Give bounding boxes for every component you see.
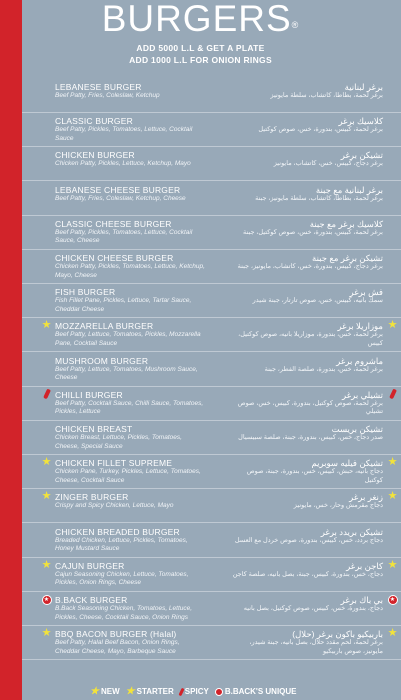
item-description-en: Crispy and Spicy Chicken, Lettuce, Mayo <box>55 502 174 510</box>
item-badge <box>41 594 52 605</box>
item-description-ar: برغر لحمة، بطاطا، كاتشاب، سلطة مايونيز <box>270 92 383 99</box>
chili-icon <box>389 389 397 400</box>
item-description-en: Beef Patty, Lettuce, Tomatoes, Pickles, Mozzarella Pane, Cocktail Sauce <box>55 331 201 347</box>
item-name-en: CHICKEN BREAST <box>55 424 133 434</box>
star-icon: ★ <box>41 490 52 503</box>
item-description-en: Beef Patty, Lettuce, Tomatoes, Mushroom Sauce, Cheese <box>55 365 198 382</box>
item-description-en: Beef Patty, Pickles, Tomatoes, Lettuce, Cocktail Sauce <box>55 126 193 142</box>
item-name-en: CHICKEN BREADED BURGER <box>55 526 180 537</box>
menu-item <box>22 591 401 626</box>
chili-icon <box>178 687 184 696</box>
menu-item <box>22 215 401 250</box>
legend-new: ★ NEW <box>90 686 120 697</box>
star-icon: ★ <box>125 686 135 697</box>
item-badge <box>387 628 398 639</box>
menu-item <box>22 557 401 592</box>
item-badge <box>41 457 52 468</box>
promo-line-plate: ADD 5000 L.L & GET A PLATE <box>136 43 265 53</box>
star-icon: ★ <box>387 319 398 332</box>
item-name-ar: تشيلي برغر <box>342 389 383 400</box>
item-name-ar: تشيكن بريدد برغر <box>320 526 383 537</box>
registered-mark: ® <box>291 20 300 30</box>
item-name-en: BBQ BACON BURGER (Halal) <box>55 629 177 640</box>
item-name-en: B.BACK BURGER <box>55 595 128 605</box>
menu-item <box>22 625 401 660</box>
item-description-ar: برغر لحمة، صوص كوكتيل، بندورة، كبيس، خس، صوص تشيلي <box>237 399 383 416</box>
item-name-ar: باربيكيو باكون برغر (حلال) <box>292 629 383 640</box>
item-description-en: Chicken Patty, Pickles, Tomatoes, Lettuce, Ketchup, Mayo, Cheese <box>55 263 205 279</box>
menu-item <box>22 283 401 318</box>
item-description-en: Beef Patty, Fries, Coleslaw, Ketchup <box>55 92 160 99</box>
bback-logo-icon: ★ <box>42 595 52 605</box>
star-icon: ★ <box>41 558 52 571</box>
item-description-ar: برغر لحمة، خس، بندورة، صلصة الفطر، جبنة <box>264 365 383 373</box>
item-description-ar: برغر لحمة، بطاطا، كاتشاب، سلطة مايونيز، جبنة <box>255 194 383 202</box>
item-name-ar: تشيكن فيليه سوبريم <box>311 458 383 469</box>
item-name-en: CLASSIC CHEESE BURGER <box>55 218 172 229</box>
red-side-stripe <box>0 0 22 700</box>
item-description-ar: دجاج بانيه، حبش، كبيس، خس، بندورة، جبنة، صوص كوكتيل <box>246 468 383 484</box>
menu-item <box>22 488 401 523</box>
star-icon: ★ <box>41 456 52 469</box>
item-description-en: Beef Patty, Fries, Coleslaw, Ketchup, Cheese <box>55 194 186 202</box>
legend <box>90 686 297 697</box>
item-name-ar: موزاريلا برغر <box>337 321 383 332</box>
item-description-ar: دجاج، خس، بندورة، كبيس، جبنة، بصل بانيه، صلصة كاجن <box>232 570 383 578</box>
menu-item <box>22 317 401 352</box>
item-description-ar: دجاج، بندورة، خس، كبيس، صوص كوكتيل، بصل بانيه <box>243 605 383 612</box>
item-description-ar: برغر دجاج، كبيس، بندورة، خس، كاتشاب، مايونيز، جبنة <box>237 263 383 270</box>
chili-icon <box>43 389 51 400</box>
item-description-ar: صدر دجاج، خس، كبيس، بندورة، جبنة، صلصة سبيسيال <box>238 434 383 441</box>
item-description-ar: سمك بانيه، كبيس، خس، صوص تارتار، جبنة شيدر <box>252 297 383 305</box>
menu-item <box>22 523 401 558</box>
star-icon: ★ <box>90 686 99 697</box>
item-badge <box>41 389 52 400</box>
item-badge <box>41 560 52 571</box>
item-name-ar: تشيكن برغر مع جبنة <box>312 253 383 263</box>
item-description-en: Breaded Chicken, Lettuce, Pickles, Tomatoes, Honey Mustard Sauce <box>55 536 188 553</box>
item-badge <box>387 457 398 468</box>
item-name-ar: بي باك برغر <box>340 595 383 605</box>
item-name-en: CHICKEN FILLET SUPREME <box>55 458 173 469</box>
item-description-en: Cajun Seasoning Chicken, Lettuce, Tomatoes, Pickles, Onion Rings, Cheese <box>55 570 189 587</box>
item-badge <box>387 320 398 331</box>
item-description-ar: دجاج بردد، خس، كبيس، بندورة، صوص خردل مع العسل <box>234 536 383 544</box>
item-description-en: Fish Fillet Pane, Pickles, Lettuce, Tartar Sauce, Cheddar Cheese <box>55 297 192 313</box>
item-description-en: Chicken Patty, Pickles, Lettuce, Ketchup, Mayo <box>55 160 191 168</box>
item-name-en: CAJUN BURGER <box>55 560 125 571</box>
item-description-en: Chicken Pane, Turkey, Pickles, Lettuce, Tomatoes, Cheese, Cocktail Sauce <box>55 468 201 484</box>
menu-item <box>22 181 401 216</box>
item-badge <box>387 389 398 400</box>
item-name-en: FISH BURGER <box>55 287 116 298</box>
item-badge <box>387 594 398 605</box>
item-badge <box>41 628 52 639</box>
item-name-ar: كاجن برغر <box>346 560 383 571</box>
star-icon: ★ <box>41 627 52 640</box>
item-name-ar: كلاسيك برغر <box>338 116 383 127</box>
item-description-en: Chicken Breast, Lettuce, Pickles, Tomatoes, Cheese, Special Sauce <box>55 434 182 450</box>
item-name-ar: برغر لبنانية مع جبنة <box>315 184 383 195</box>
item-description-ar: برغر لحمة، خس، بندورة، موزاريلا بانيه، صوص كوكتيل، كبيس <box>238 331 383 347</box>
item-description-en: Beef Patty, Halal Beef Bacon, Onion Rings, Cheddar Cheese, Mayo, Barbeque Sauce <box>55 639 180 655</box>
item-badge <box>387 491 398 502</box>
menu-item <box>22 454 401 489</box>
menu-item <box>22 386 401 421</box>
item-name-en: MOZZARELLA BURGER <box>55 321 154 332</box>
item-description-ar: برغر لحمة، لحم مقدد حلال، بصل بانيه، جبنة شيدر، مايونيز، صوص باربيكيو <box>249 639 383 655</box>
promo-line-onion-rings: ADD 1000 L.L FOR ONION RINGS <box>129 55 272 65</box>
menu-item <box>22 146 401 181</box>
item-description-ar: برغر لحمة، كبيس، بندورة، خس، صوص كوكتيل <box>258 126 383 134</box>
item-name-en: CLASSIC BURGER <box>55 116 133 127</box>
star-icon: ★ <box>387 558 398 571</box>
item-name-en: LEBANESE BURGER <box>55 82 142 92</box>
item-name-ar: فش برغر <box>349 287 383 298</box>
item-badge <box>387 560 398 571</box>
item-description-ar: برغر لحمة، كبيس، بندورة، خس، صوص كوكتيل، جبنة <box>243 228 383 236</box>
page-title: BURGERS® <box>101 0 300 39</box>
item-description-ar: برغر دجاج، كبيس، خس، كاتشاب، مايونيز <box>273 160 383 168</box>
star-icon: ★ <box>387 490 398 503</box>
menu-item <box>22 112 401 147</box>
item-name-en: LEBANESE CHEESE BURGER <box>55 184 181 195</box>
bback-logo-icon: ★ <box>388 595 398 605</box>
item-name-ar: تشيكن برغر <box>340 150 383 161</box>
item-name-en: MUSHROOM BURGER <box>55 355 149 366</box>
menu-item <box>22 78 401 113</box>
menu-item <box>22 420 401 455</box>
item-name-ar: زنغر برغر <box>349 492 383 503</box>
item-name-ar: ماشروم برغر <box>336 355 383 366</box>
item-description-en: B.Back Seasoning Chicken, Tomatoes, Lettuce, Pickles, Cheese, Cocktail Sauce, Onion Rings <box>55 605 193 621</box>
legend-starter: ★ STARTER <box>125 686 174 697</box>
item-name-ar: برغر لبنانية <box>344 82 383 92</box>
item-description-en: Beef Patty, Pickles, Tomatoes, Lettuce, Cocktail Sauce, Cheese <box>55 228 193 245</box>
legend-bback-unique: B.BACK'S UNIQUE <box>215 687 297 696</box>
item-name-ar: كلاسيك برغر مع جبنة <box>309 218 383 229</box>
menu-item <box>22 352 401 387</box>
star-icon: ★ <box>387 627 398 640</box>
item-badge <box>41 320 52 331</box>
item-name-en: CHICKEN BURGER <box>55 150 135 161</box>
item-name-ar: تشيكن بريست <box>331 424 383 434</box>
item-badge <box>41 491 52 502</box>
item-name-en: ZINGER BURGER <box>55 492 129 503</box>
star-icon: ★ <box>41 319 52 332</box>
item-name-en: CHILLI BURGER <box>55 389 123 400</box>
star-icon: ★ <box>387 456 398 469</box>
menu-item <box>22 249 401 284</box>
item-description-en: Beef Patty, Cocktail Sauce, Chilli Sauce, Tomatoes, Pickles, Lettuce <box>55 399 204 416</box>
legend-spicy: SPICY <box>180 687 209 696</box>
item-name-en: CHICKEN CHEESE BURGER <box>55 253 174 263</box>
bback-logo-icon <box>215 688 223 696</box>
item-description-ar: دجاج مقرمش وحار، خس، مايونيز <box>293 502 383 510</box>
